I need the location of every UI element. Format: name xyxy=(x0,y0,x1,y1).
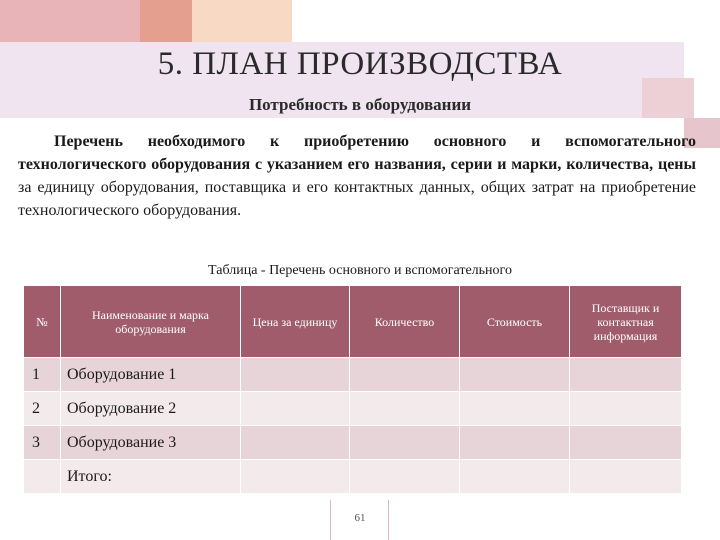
description-bold: Перечень необходимого к приобретению основного и вспомогательного технологического оборудования с указанием его названия, серии и марки, количества, цены xyxy=(18,133,696,173)
decor-block-coral xyxy=(140,0,192,42)
decor-block-pink xyxy=(0,0,140,42)
row-supplier xyxy=(570,392,682,426)
page-number: 61 xyxy=(354,512,366,524)
header-supplier: Поставщик и контактная информация xyxy=(570,286,682,358)
header-cost: Стоимость xyxy=(460,286,570,358)
row-number: 2 xyxy=(24,392,61,426)
row-name: Оборудование 3 xyxy=(61,426,241,460)
total-price xyxy=(241,460,350,494)
row-quantity xyxy=(350,392,460,426)
header-price: Цена за единицу xyxy=(241,286,350,358)
total-supplier xyxy=(570,460,682,494)
row-name: Оборудование 1 xyxy=(61,358,241,392)
table-row xyxy=(24,426,682,460)
header-name: Наименование и марка оборудования xyxy=(61,286,241,358)
row-price xyxy=(241,392,350,426)
page-title: 5. ПЛАН ПРОИЗВОДСТВА xyxy=(157,46,563,82)
row-supplier xyxy=(570,358,682,392)
decor-block-peach xyxy=(192,0,292,42)
table-total-row xyxy=(24,460,682,494)
row-cost xyxy=(460,358,570,392)
total-label: Итого: xyxy=(61,460,241,494)
row-name: Оборудование 2 xyxy=(61,392,241,426)
description-paragraph xyxy=(18,130,696,222)
description-normal: за единицу оборудования, поставщика и его контактных данных, общих затрат на приобретение технологического оборудования. xyxy=(18,179,696,219)
header-number: № xyxy=(24,286,61,358)
row-quantity xyxy=(350,358,460,392)
table-caption: Таблица - Перечень основного и вспомогательного xyxy=(208,263,512,278)
page-subtitle: Потребность в оборудовании xyxy=(248,95,472,114)
total-number xyxy=(24,460,61,494)
total-quantity xyxy=(350,460,460,494)
table-row xyxy=(24,392,682,426)
row-price xyxy=(241,426,350,460)
row-price xyxy=(241,358,350,392)
equipment-table xyxy=(23,285,682,494)
table-header-row xyxy=(24,286,682,358)
row-number: 3 xyxy=(24,426,61,460)
header-quantity: Количество xyxy=(350,286,460,358)
row-quantity xyxy=(350,426,460,460)
row-number: 1 xyxy=(24,358,61,392)
row-supplier xyxy=(570,426,682,460)
row-cost xyxy=(460,392,570,426)
row-cost xyxy=(460,426,570,460)
table-row xyxy=(24,358,682,392)
total-cost xyxy=(460,460,570,494)
